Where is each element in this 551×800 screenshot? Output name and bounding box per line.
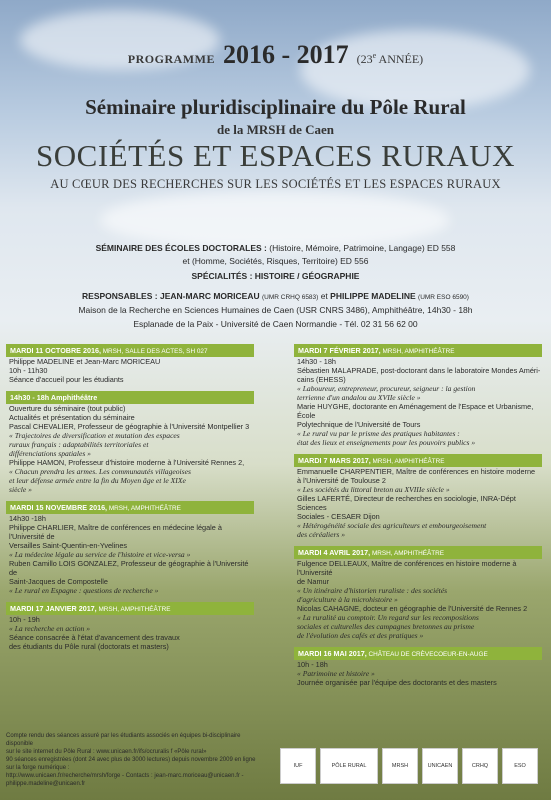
institution: de la MRSH de Caen — [217, 122, 334, 137]
session-date: MARDI 7 MARS 2017, — [298, 456, 371, 465]
session-date: MARDI 15 NOVEMBRE 2016, — [10, 503, 108, 512]
footer-line: Compte rendu des séances assuré par les étudiants associés en équipes bi-disciplinaire disponible — [6, 733, 241, 747]
session-line: Ouverture du séminaire (tout public) — [9, 404, 126, 413]
session-place: MRSH, AMPHITHÉÂTRE — [370, 458, 445, 465]
specialites: SPÉCIALITÉS : HISTOIRE / GÉOGRAPHIE — [191, 271, 360, 281]
subtitle: AU CŒUR DES RECHERCHES SUR LES SOCIÉTÉS ET LES ESPACES RURAUX — [50, 177, 501, 191]
talk-title: « Trajectoires de diversification et mutation des espaces — [9, 431, 180, 440]
talk-title: « Hétérogénéité sociale des agriculteurs et embourgeoisement — [297, 521, 487, 530]
session-header — [6, 344, 254, 357]
session-date: MARDI 4 AVRIL 2017, — [298, 548, 371, 557]
session-line: à l'Université de Toulouse 2 — [297, 476, 386, 485]
logo-strip — [280, 740, 545, 792]
footer-line: 90 séances enregistrées (dont 24 avec plus de 3000 lectures) depuis novembre 2009 en ligne sur la forge numérique : — [6, 757, 256, 771]
footer-line: sur le site internet du Pôle Rural : www.unicaen.fr/ifs/ocruralis f «Pôle rural» — [6, 749, 207, 755]
session-line: 14h30 - 18h — [297, 357, 336, 366]
session-line: de Namur — [297, 577, 330, 586]
logo: PÔLE RURAL — [320, 748, 378, 784]
talk-title: « Chacun prendra les armes. Les communautés villageoises — [9, 467, 191, 476]
session-header — [294, 344, 542, 357]
session-place: CHÂTEAU DE CRÈVECOEUR-EN-AUGE — [366, 651, 488, 658]
session-line: Sociales - CESAER Dijon — [297, 512, 380, 521]
seminar-title: Séminaire pluridisciplinaire du Pôle Rural — [85, 95, 466, 119]
session-line: Marie HUYGHE, doctorante en Aménagement de l'Espace et Urbanisme, École — [297, 402, 534, 420]
session-place: MRSH, AMPHITHÉÂTRE — [96, 606, 171, 613]
session-line: Saint-Jacques de Compostelle — [9, 577, 108, 586]
responsables: RESPONSABLES : JEAN-MARC MORICEAU (UMR CRHQ 6583) et PHILIPPE MADELINE (UMR ESO 6590) — [82, 291, 469, 301]
logo: ESO — [502, 748, 538, 784]
cloud — [100, 190, 450, 250]
talk-title: d'agriculture à la microhistoire » — [297, 595, 398, 604]
talk-title: « La médecine légale au service de l'histoire et vice-versa » — [9, 550, 191, 559]
programme-label: PROGRAMME — [127, 52, 215, 66]
talk-title: différenciations spatiales » — [9, 449, 91, 458]
session-date: 14h30 - 18h Amphithéâtre — [10, 393, 98, 402]
session-header — [294, 546, 542, 559]
talk-title: siècle » — [9, 485, 32, 494]
session-line: Journée organisée par l'équipe des doctorants et des masters — [297, 678, 497, 687]
session-line: 10h - 19h — [9, 615, 40, 624]
logo: IUF — [280, 748, 316, 784]
footer-line: http://www.unicaen.fr/recherche/mrsh/forge - Contacts : jean-marc.moriceau@unicaen.fr - philippe.madeline@unicaen.fr — [6, 773, 244, 787]
session-place: MRSH, SALLE DES ACTES, SH 027 — [100, 348, 208, 355]
session-date: MARDI 11 OCTOBRE 2016, — [10, 346, 101, 355]
logo: UNICAEN — [422, 748, 458, 784]
session-place: MRSH, AMPHITHÉÂTRE — [370, 550, 445, 557]
left-column — [6, 340, 254, 654]
talk-title: « Un itinéraire d'historien ruraliste : des sociétés — [297, 586, 448, 595]
session-line: Sébastien MALAPRADE, post-doctorant dans le laboratoire Mondes Améri- — [297, 366, 541, 375]
talk-title: « La ruralité au comptoir. Un regard sur les recompositions — [297, 613, 479, 622]
main-title: SOCIÉTÉS ET ESPACES RURAUX — [36, 138, 515, 173]
talk-title: des céréaliers » — [297, 530, 346, 539]
logo: MRSH — [382, 748, 418, 784]
talk-title: ruraux français : adaptabilités territoriales et — [9, 440, 149, 449]
session-line: Nicolas CAHAGNE, docteur en géographie de l'Université de Rennes 2 — [297, 604, 528, 613]
talk-title: « Les sociétés du littoral breton au XVIIIe siècle » — [297, 485, 450, 494]
session-line: Fulgence DELLEAUX, Maître de conférences en histoire moderne à l'Université — [297, 559, 517, 577]
talk-title: « Le rural vu par le prisme des pratiques habitantes : — [297, 429, 460, 438]
session-date: MARDI 16 MAI 2017, — [298, 649, 367, 658]
talk-title: « Laboureur, entrepreneur, procureur, seigneur : la gestion — [297, 384, 476, 393]
programme-line — [0, 40, 551, 70]
talk-title: « Le rural en Espagne : questions de recherche » — [9, 586, 159, 595]
session-header — [294, 454, 542, 467]
session-line: Ruben Camillo LOIS GONZALEZ, Professeur de géographie à l'Université de — [9, 559, 249, 577]
session-header — [294, 647, 542, 660]
session-line: Séance consacrée à l'état d'avancement des travaux — [9, 633, 180, 642]
session-line: Pascal CHEVALIER, Professeur de géographie à l'Université Montpellier 3 — [9, 422, 250, 431]
talk-title: « La recherche en action » — [9, 624, 91, 633]
session-line: Philippe HAMON, Professeur d'histoire moderne à l'Université Rennes 2, — [9, 458, 245, 467]
talk-title: « Patrimoine et histoire » — [297, 669, 375, 678]
talk-title: et leur défense armée entre la fin du Moyen âge et le XIXe — [9, 476, 186, 485]
session-line: Philippe CHARLIER, Maître de conférences en médecine légale à l'Université de — [9, 523, 222, 541]
talk-title: sociales et culturelles des campagnes bretonnes au prisme — [297, 622, 475, 631]
session-line: Versailles Saint-Quentin-en-Yvelines — [9, 541, 128, 550]
footer — [6, 732, 256, 788]
session-line: Philippe MADELINE et Jean-Marc MORICEAU — [9, 357, 161, 366]
session-line: cains (EHESS) — [297, 375, 346, 384]
ecoles-line-2: et (Homme, Sociétés, Risques, Territoire) ED 556 — [182, 256, 369, 266]
right-column — [294, 340, 542, 690]
session-line: Actualités et présentation du séminaire — [9, 413, 135, 422]
session-line: Gilles LAFERTÉ, Directeur de recherches en sociologie, INRA-Dépt Sciences — [297, 494, 516, 512]
session-line: 14h30 -18h — [9, 514, 46, 523]
talk-title: terrienne d'un andalou au XVIIe siècle » — [297, 393, 421, 402]
logo: CRHQ — [462, 748, 498, 784]
session-line: 10h - 11h30 — [9, 366, 48, 375]
talk-title: de l'évolution des cafés et des pratiques » — [297, 631, 424, 640]
session-header — [6, 602, 254, 615]
session-line: 10h - 18h — [297, 660, 328, 669]
session-header — [6, 501, 254, 514]
programme-years: 2016 - 2017 — [222, 40, 349, 69]
ecoles-line-1: SÉMINAIRE DES ÉCOLES DOCTORALES : (Histoire, Mémoire, Patrimoine, Langage) ED 558 — [95, 243, 456, 253]
session-place: MRSH, AMPHITHÉÂTRE — [380, 348, 455, 355]
lieu: Maison de la Recherche en Sciences Humaines de Caen (USR CNRS 3486), Amphithéâtre, 14h30 - 18h — [78, 305, 473, 315]
session-line: Séance d'accueil pour les étudiants — [9, 375, 124, 384]
session-header — [6, 391, 254, 404]
session-line: Polytechnique de l'Université de Tours — [297, 420, 421, 429]
session-line: des étudiants du Pôle rural (doctorats et masters) — [9, 642, 169, 651]
adresse: Esplanade de la Paix - Université de Caen Normandie - Tél. 02 31 56 62 00 — [133, 319, 418, 329]
session-line: Emmanuelle CHARPENTIER, Maître de conférences en histoire moderne — [297, 467, 536, 476]
edition: (23e ANNÉE) — [356, 51, 424, 66]
session-date: MARDI 7 FÉVRIER 2017, — [298, 346, 381, 355]
talk-title: état des lieux et enseignements pour les pouvoirs publics » — [297, 438, 476, 447]
session-place: MRSH, AMPHITHÉÂTRE — [107, 505, 181, 512]
session-date: MARDI 17 JANVIER 2017, — [10, 604, 97, 613]
